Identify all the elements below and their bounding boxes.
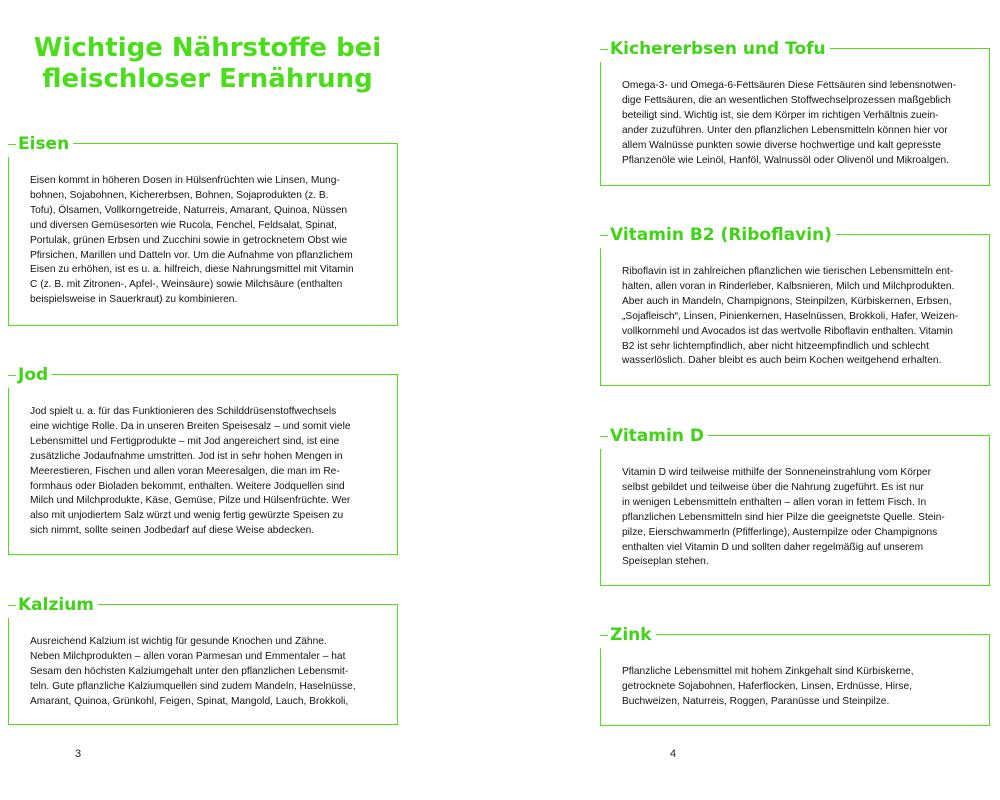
text-line: formhaus oder Bioladen bekommt, enthalten. Weitere Jodquellen sind — [30, 480, 345, 492]
section-vitamin-b2 — [600, 225, 990, 386]
text-line: sich nimmt, sollte seinen Jodbedarf auf diese Weise abdecken. — [30, 525, 315, 537]
section-text — [30, 405, 383, 539]
text-line: Milch und Milchprodukte, Käse, Gemüse, Pilze und Hülsenfrüchte. Wer — [30, 495, 351, 507]
text-line: eine wichtige Rolle. Da in unseren Breiten Speisesalz – und somit viele — [30, 420, 351, 432]
title-line: Wichtige Nährstoffe bei — [33, 33, 382, 63]
section-text — [622, 466, 975, 570]
section-heading: Zink — [610, 625, 652, 645]
title-line: fleischloser Ernährung — [42, 64, 373, 94]
section-header — [600, 222, 836, 248]
text-line: Jod spielt u. a. für das Funktionieren des Schilddrüsenstoffwechsels — [30, 406, 337, 417]
text-line: Lebensmittel und Fertigprodukte – mit Jod angereichert sind, ist eine — [30, 435, 340, 447]
header-rule — [8, 605, 16, 606]
section-text — [622, 265, 975, 369]
section-header — [8, 592, 98, 618]
header-rule — [600, 235, 608, 236]
text-line: vollkornmehl und Avocados ist das wertvolle Riboflavin enthalten. Vitamin — [622, 325, 953, 337]
text-line: ander zuzuführen. Unter den pflanzlichen Lebensmitteln können hier vor — [622, 124, 948, 136]
text-line: also mit unjodiertem Salz würzt und wenig fertig gewürzte Speisen zu — [30, 510, 344, 522]
text-line: Sesam den höchsten Kalziumgehalt unter den pflanzlichen Lebensmit- — [30, 665, 349, 677]
text-line: Pfirsichen, Marillen und Datteln vor. Um die Aufnahme von pflanzlichem — [30, 249, 353, 261]
text-line: pilze, Eierschwammerln (Pfifferlinge), Austernpilze oder Champignons — [622, 526, 938, 538]
section-header — [600, 622, 656, 648]
section-heading: Kalzium — [18, 595, 95, 615]
text-line: getrocknete Sojabohnen, Haferflocken, Linsen, Erdnüsse, Hirse, — [622, 680, 912, 692]
text-line: Speiseplan stehen. — [622, 556, 709, 568]
text-line: Riboflavin ist in zahlreichen pflanzlichen wie tierischen Lebensmitteln ent- — [622, 266, 954, 277]
text-line: bohnen, Sojabohnen, Kichererbsen, Bohnen, Sojaprodukten (z. B. — [30, 189, 329, 201]
text-line: Buchweizen, Naturreis, Roggen, Paranüsse und Steinpilze. — [622, 695, 890, 707]
text-line: B2 ist sehr lichtempfindlich, aber nicht hitzeempfindlich und schlecht — [622, 340, 929, 352]
text-line: beispielsweise in Sauerkraut) zu kombinieren. — [30, 294, 238, 306]
section-kichererbsen-und-tofu — [600, 39, 990, 186]
text-line: Portulak, grünen Erbsen und Zucchini sowie in getrocknetem Obst wie — [30, 234, 348, 246]
text-line: und diversen Gemüsesorten wie Rucola, Fenchel, Feldsalat, Spinat, — [30, 219, 337, 231]
header-rule — [600, 436, 608, 437]
section-jod — [8, 365, 398, 555]
text-line: Pflanzliche Lebensmittel mit hohem Zinkgehalt sind Kürbiskerne, — [622, 666, 914, 677]
section-eisen — [8, 134, 398, 326]
page-number: 4 — [670, 748, 677, 760]
section-heading: Vitamin D — [610, 426, 704, 446]
text-line: wasserlöslich. Daher bleibt es auch beim Kochen weitgehend erhalten. — [622, 355, 942, 367]
section-zink — [600, 625, 990, 726]
text-line: „Sojafleisch“, Linsen, Pinienkernen, Haselnüssen, Brokkoli, Hafer, Weizen- — [622, 310, 959, 322]
text-line: pflanzlichen Lebensmitteln sind hier Pilze die geeignetste Quelle. Stein- — [622, 511, 945, 523]
section-kalzium — [8, 595, 398, 725]
text-line: Tofu), Ölsamen, Vollkorngetreide, Naturreis, Amarant, Quinoa, Nüssen — [30, 204, 348, 216]
text-line: selbst gebildet und teilweise über die Nahrung zugeführt. Es ist nur — [622, 481, 924, 493]
text-line: Pflanzenöle wie Leinöl, Hanföl, Walnussöl oder Olivenöl und Mikroalgen. — [622, 154, 949, 166]
section-heading: Vitamin B2 (Riboflavin) — [610, 225, 832, 245]
section-text — [622, 665, 975, 710]
header-rule — [600, 49, 608, 50]
text-line: C (z. B. mit Zitronen-, Apfel-, Weinsäure) sowie Milchsäure (enthalten — [30, 279, 343, 291]
text-line: in wenigen Lebensmitteln enthalten – allen voran in fettem Fisch. In — [622, 496, 927, 508]
text-line: halten, allen voran in Rinderleber, Kalbsnieren, Milch und Milchprodukten. — [622, 280, 955, 292]
text-line: Neben Milchprodukten – allen voran Parmesan und Emmentaler – hat — [30, 650, 346, 662]
text-line: dige Fettsäuren, die an wesentlichen Stoffwechselprozessen maßgeblich — [622, 94, 951, 106]
text-line: Amarant, Quinoa, Grünkohl, Feigen, Spinat, Mangold, Lauch, Brokkoli, — [30, 695, 349, 707]
text-line: zusätzliche Jodaufnahme umstritten. Jod ist in sehr hohen Mengen in — [30, 450, 343, 462]
text-line: allem Walnüsse punkten sowie diverse hochwertige und kalt gepresste — [622, 139, 942, 151]
header-rule — [8, 144, 16, 145]
header-rule — [600, 635, 608, 636]
page-title — [0, 33, 415, 95]
section-text — [30, 635, 383, 710]
text-line: Eisen zu erhöhen, ist es u. a. hilfreich, diese Nahrungsmittel mit Vitamin — [30, 264, 354, 276]
text-line: Vitamin D wird teilweise mithilfe der Sonneneinstrahlung vom Körper — [622, 467, 931, 478]
page-number: 3 — [75, 748, 82, 760]
right-page — [500, 0, 1000, 800]
section-header — [8, 362, 52, 388]
header-rule — [8, 375, 16, 376]
text-line: teln. Gute pflanzliche Kalziumquellen sind zudem Mandeln, Haselnüsse, — [30, 680, 356, 692]
text-line: Omega-3- und Omega-6-Fettsäuren Diese Fettsäuren sind lebensnotwen- — [622, 80, 957, 91]
text-line: Meerestieren, Fischen und allen voran Meeresalgen, die man im Re- — [30, 465, 340, 477]
text-line: Eisen kommt in höheren Dosen in Hülsenfrüchten wie Linsen, Mung- — [30, 175, 340, 186]
section-header — [8, 131, 73, 157]
section-header — [600, 423, 708, 449]
section-text — [622, 79, 975, 168]
section-header — [600, 36, 830, 62]
section-heading: Kichererbsen und Tofu — [610, 39, 826, 59]
section-heading: Eisen — [18, 134, 70, 154]
section-heading: Jod — [18, 365, 49, 385]
section-vitamin-d — [600, 426, 990, 586]
text-line: beteiligt sind. Wichtig ist, sie dem Körper im richtigen Verhältnis zuein- — [622, 109, 939, 121]
text-line: enthalten viel Vitamin D und sollten daher regelmäßig auf unserem — [622, 541, 924, 553]
text-line: Ausreichend Kalzium ist wichtig für gesunde Knochen und Zähne. — [30, 636, 327, 647]
text-line: Aber auch in Mandeln, Champignons, Steinpilzen, Kürbiskernen, Erbsen, — [622, 295, 952, 307]
section-text — [30, 174, 383, 308]
